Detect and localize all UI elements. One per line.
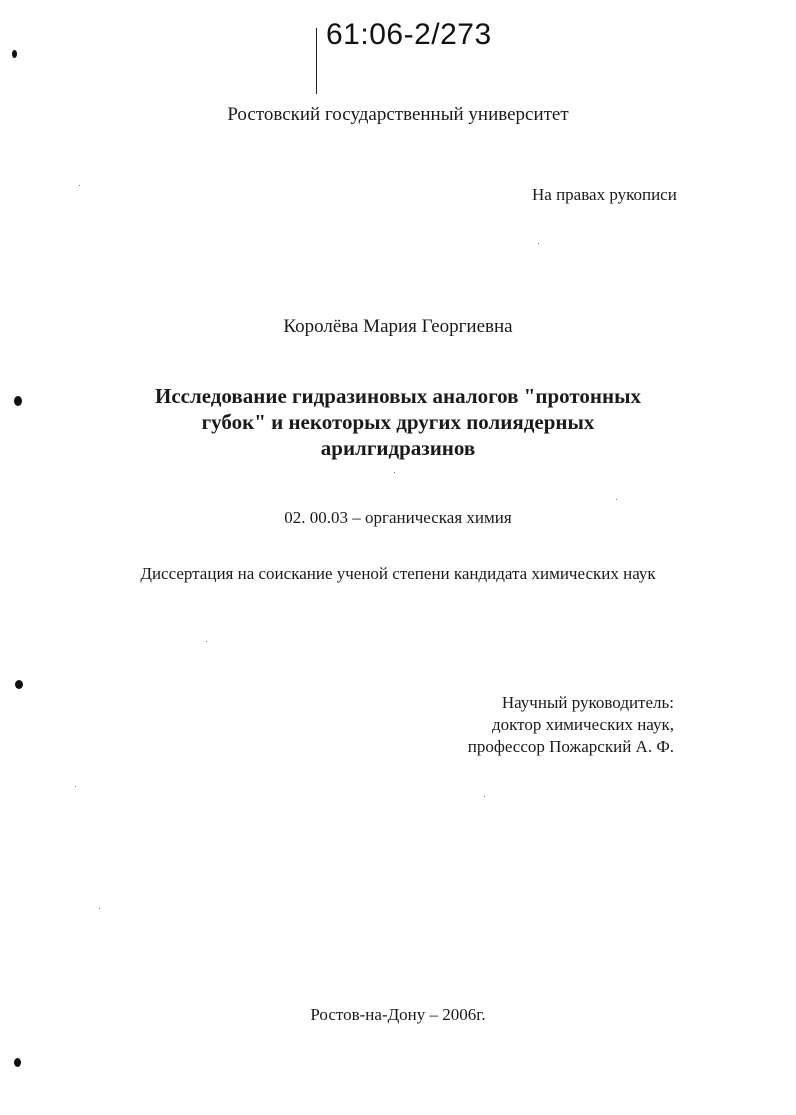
scan-dot xyxy=(538,243,539,244)
scan-dot xyxy=(75,786,76,787)
scan-dot xyxy=(394,472,395,473)
scan-dot xyxy=(99,908,100,909)
university-name: Ростовский государственный университет xyxy=(227,104,569,125)
supervisor-line: доктор химических наук, xyxy=(491,715,674,734)
city-and-year: Ростов-на-Дону – 2006г. xyxy=(310,1005,486,1024)
title-line: Исследование гидразиновых аналогов "протонных xyxy=(155,384,641,408)
scan-dot xyxy=(484,796,485,797)
specialty-code: 02. 00.03 – органическая химия xyxy=(284,508,512,527)
supervisor-line: профессор Пожарский А. Ф. xyxy=(467,737,674,756)
title-line: арилгидразинов xyxy=(320,436,476,460)
scan-speck xyxy=(15,680,23,689)
scan-dot xyxy=(616,499,617,500)
scan-dot xyxy=(206,641,207,642)
supervisor-block xyxy=(468,692,674,758)
archive-stamp-line xyxy=(316,28,317,94)
supervisor-line: Научный руководитель: xyxy=(501,693,674,712)
scan-dot xyxy=(79,185,80,186)
scan-speck xyxy=(14,1058,21,1067)
title-line: губок" и некоторых других полиядерных xyxy=(201,410,595,434)
archive-code: 61:06-2/273 xyxy=(326,18,492,51)
author-name: Королёва Мария Георгиевна xyxy=(283,316,513,337)
scan-speck xyxy=(14,396,22,406)
manuscript-note: На правах рукописи xyxy=(532,185,677,204)
dissertation-title xyxy=(0,383,796,461)
scan-speck xyxy=(12,50,17,58)
degree-statement: Диссертация на соискание ученой степени кандидата химических наук xyxy=(140,564,656,583)
